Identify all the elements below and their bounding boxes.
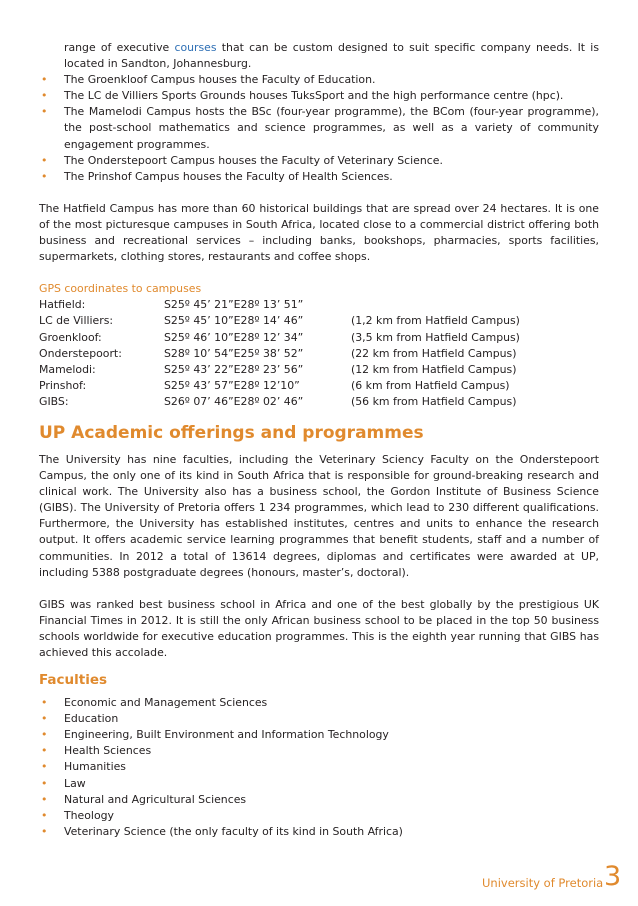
list-item: • Theology xyxy=(39,808,599,824)
gps-row xyxy=(39,394,599,410)
academic-paragraph-2: GIBS was ranked best business school in Africa and one of the best globally by the prestigious UK Financial Times in 2012. It is still the only African business school to be placed in the top 50 business schools worldwide for executive education programmes. This is the eighth year running that GIBS has achieved this accolade. xyxy=(39,597,599,659)
gps-campus-name: Mamelodi: xyxy=(39,362,96,376)
gps-campus-name: Onderstepoort: xyxy=(39,346,122,360)
gps-coordinates: S25º 43’ 57”E28º 12’10” xyxy=(164,378,300,392)
gps-row xyxy=(39,378,599,394)
document-page xyxy=(39,40,599,840)
continuation-text xyxy=(39,40,599,72)
list-item: • Humanities xyxy=(39,759,599,775)
list-item: • Education xyxy=(39,711,599,727)
gps-campus-name: Groenkloof: xyxy=(39,330,102,344)
gps-coordinates: S25º 45’ 21”E28º 13’ 51” xyxy=(164,298,304,312)
gps-distance: (6 km from Hatfield Campus) xyxy=(351,378,510,392)
gps-campus-name: GIBS: xyxy=(39,394,69,408)
continuation-before: range of executive xyxy=(64,41,175,54)
gps-row xyxy=(39,330,599,346)
list-item: • Health Sciences xyxy=(39,743,599,759)
faculties-list xyxy=(39,695,599,840)
gps-campus-name: LC de Villiers: xyxy=(39,314,114,328)
list-item: • Engineering, Built Environment and Information Technology xyxy=(39,727,599,743)
gps-coordinates: S25º 43’ 22”E28º 23’ 56” xyxy=(164,362,304,376)
gps-coordinates: S25º 45’ 10”E28º 14’ 46” xyxy=(164,314,304,328)
gps-coordinates: S25º 46’ 10”E28º 12’ 34” xyxy=(164,330,304,344)
campus-list xyxy=(39,72,599,185)
gps-row xyxy=(39,362,599,378)
list-item: • The Groenkloof Campus houses the Faculty of Education. xyxy=(39,72,599,88)
gps-distance: (22 km from Hatfield Campus) xyxy=(351,346,517,360)
faculties-heading: Faculties xyxy=(39,672,108,689)
list-item: • The Prinshof Campus houses the Faculty of Health Sciences. xyxy=(39,169,599,185)
courses-link[interactable]: courses xyxy=(174,41,217,54)
academic-heading: UP Academic offerings and programmes xyxy=(39,422,424,443)
gps-campus-name: Prinshof: xyxy=(39,378,87,392)
gps-distance: (3,5 km from Hatfield Campus) xyxy=(351,330,520,344)
gps-row xyxy=(39,313,599,329)
gps-heading: GPS coordinates to campuses xyxy=(39,282,202,296)
spacer xyxy=(39,185,599,201)
list-item: • The Mamelodi Campus hosts the BSc (four-year programme), the BCom (four-year programme), the post-school mathematics and science programmes, as well as a variety of community engagement programmes. xyxy=(39,104,599,152)
hatfield-paragraph: The Hatfield Campus has more than 60 historical buildings that are spread over 24 hectares. It is one of the most picturesque campuses in South Africa, located close to a commercial district offering both business and recreational services – including banks, bookshops, pharmacies, sports facilities, supermarkets, clothing stores, restaurants and coffee shops. xyxy=(39,201,599,264)
list-item: • The LC de Villiers Sports Grounds houses TuksSport and the high performance centre (hpc). xyxy=(39,88,599,104)
gps-row xyxy=(39,297,599,313)
page-number: 3 xyxy=(604,861,622,892)
spacer xyxy=(39,265,599,281)
list-item: • Law xyxy=(39,776,599,792)
gps-coordinates: S26º 07’ 46”E28º 02’ 46” xyxy=(164,394,304,408)
gps-distance xyxy=(351,297,599,313)
gps-distance: (56 km from Hatfield Campus) xyxy=(351,394,517,408)
academic-paragraph-1: The University has nine faculties, including the Veterinary Sciency Faculty on the Onderstepoort Campus, the only one of its kind in South Africa that is responsible for ground-breaking research and clinical work. The University also has a business school, the Gordon Institute of Business Science (GIBS). The University of Pretoria offers 1 234 programmes, which lead to 230 different qualifications. Furthermore, the University has established institutes, centres and units to enhance the research output. It offers academic service learning programmes that benefit students, staff and a number of communities. In 2012 a total of 13614 degrees, diplomas and certificates were awarded at UP, including 5388 postgraduate degrees (honours, master’s, doctoral). xyxy=(39,452,599,579)
list-item: • The Onderstepoort Campus houses the Faculty of Veterinary Science. xyxy=(39,153,599,169)
list-item: • Veterinary Science (the only faculty of its kind in South Africa) xyxy=(39,824,599,840)
gps-distance: (12 km from Hatfield Campus) xyxy=(351,362,517,376)
gps-row xyxy=(39,346,599,362)
gps-coordinates: S28º 10’ 54”E25º 38’ 52” xyxy=(164,346,304,360)
continuation-after: that can be custom designed to suit specific company needs. It is located in Sandton, Johannesburg. xyxy=(64,41,599,71)
spacer xyxy=(39,581,599,597)
footer-university-label: University of Pretoria xyxy=(482,876,604,890)
list-item: • Natural and Agricultural Sciences xyxy=(39,792,599,808)
gps-distance: (1,2 km from Hatfield Campus) xyxy=(351,314,520,328)
gps-campus-name: Hatfield: xyxy=(39,298,86,312)
list-item: • Economic and Management Sciences xyxy=(39,695,599,711)
gps-table xyxy=(39,297,599,410)
